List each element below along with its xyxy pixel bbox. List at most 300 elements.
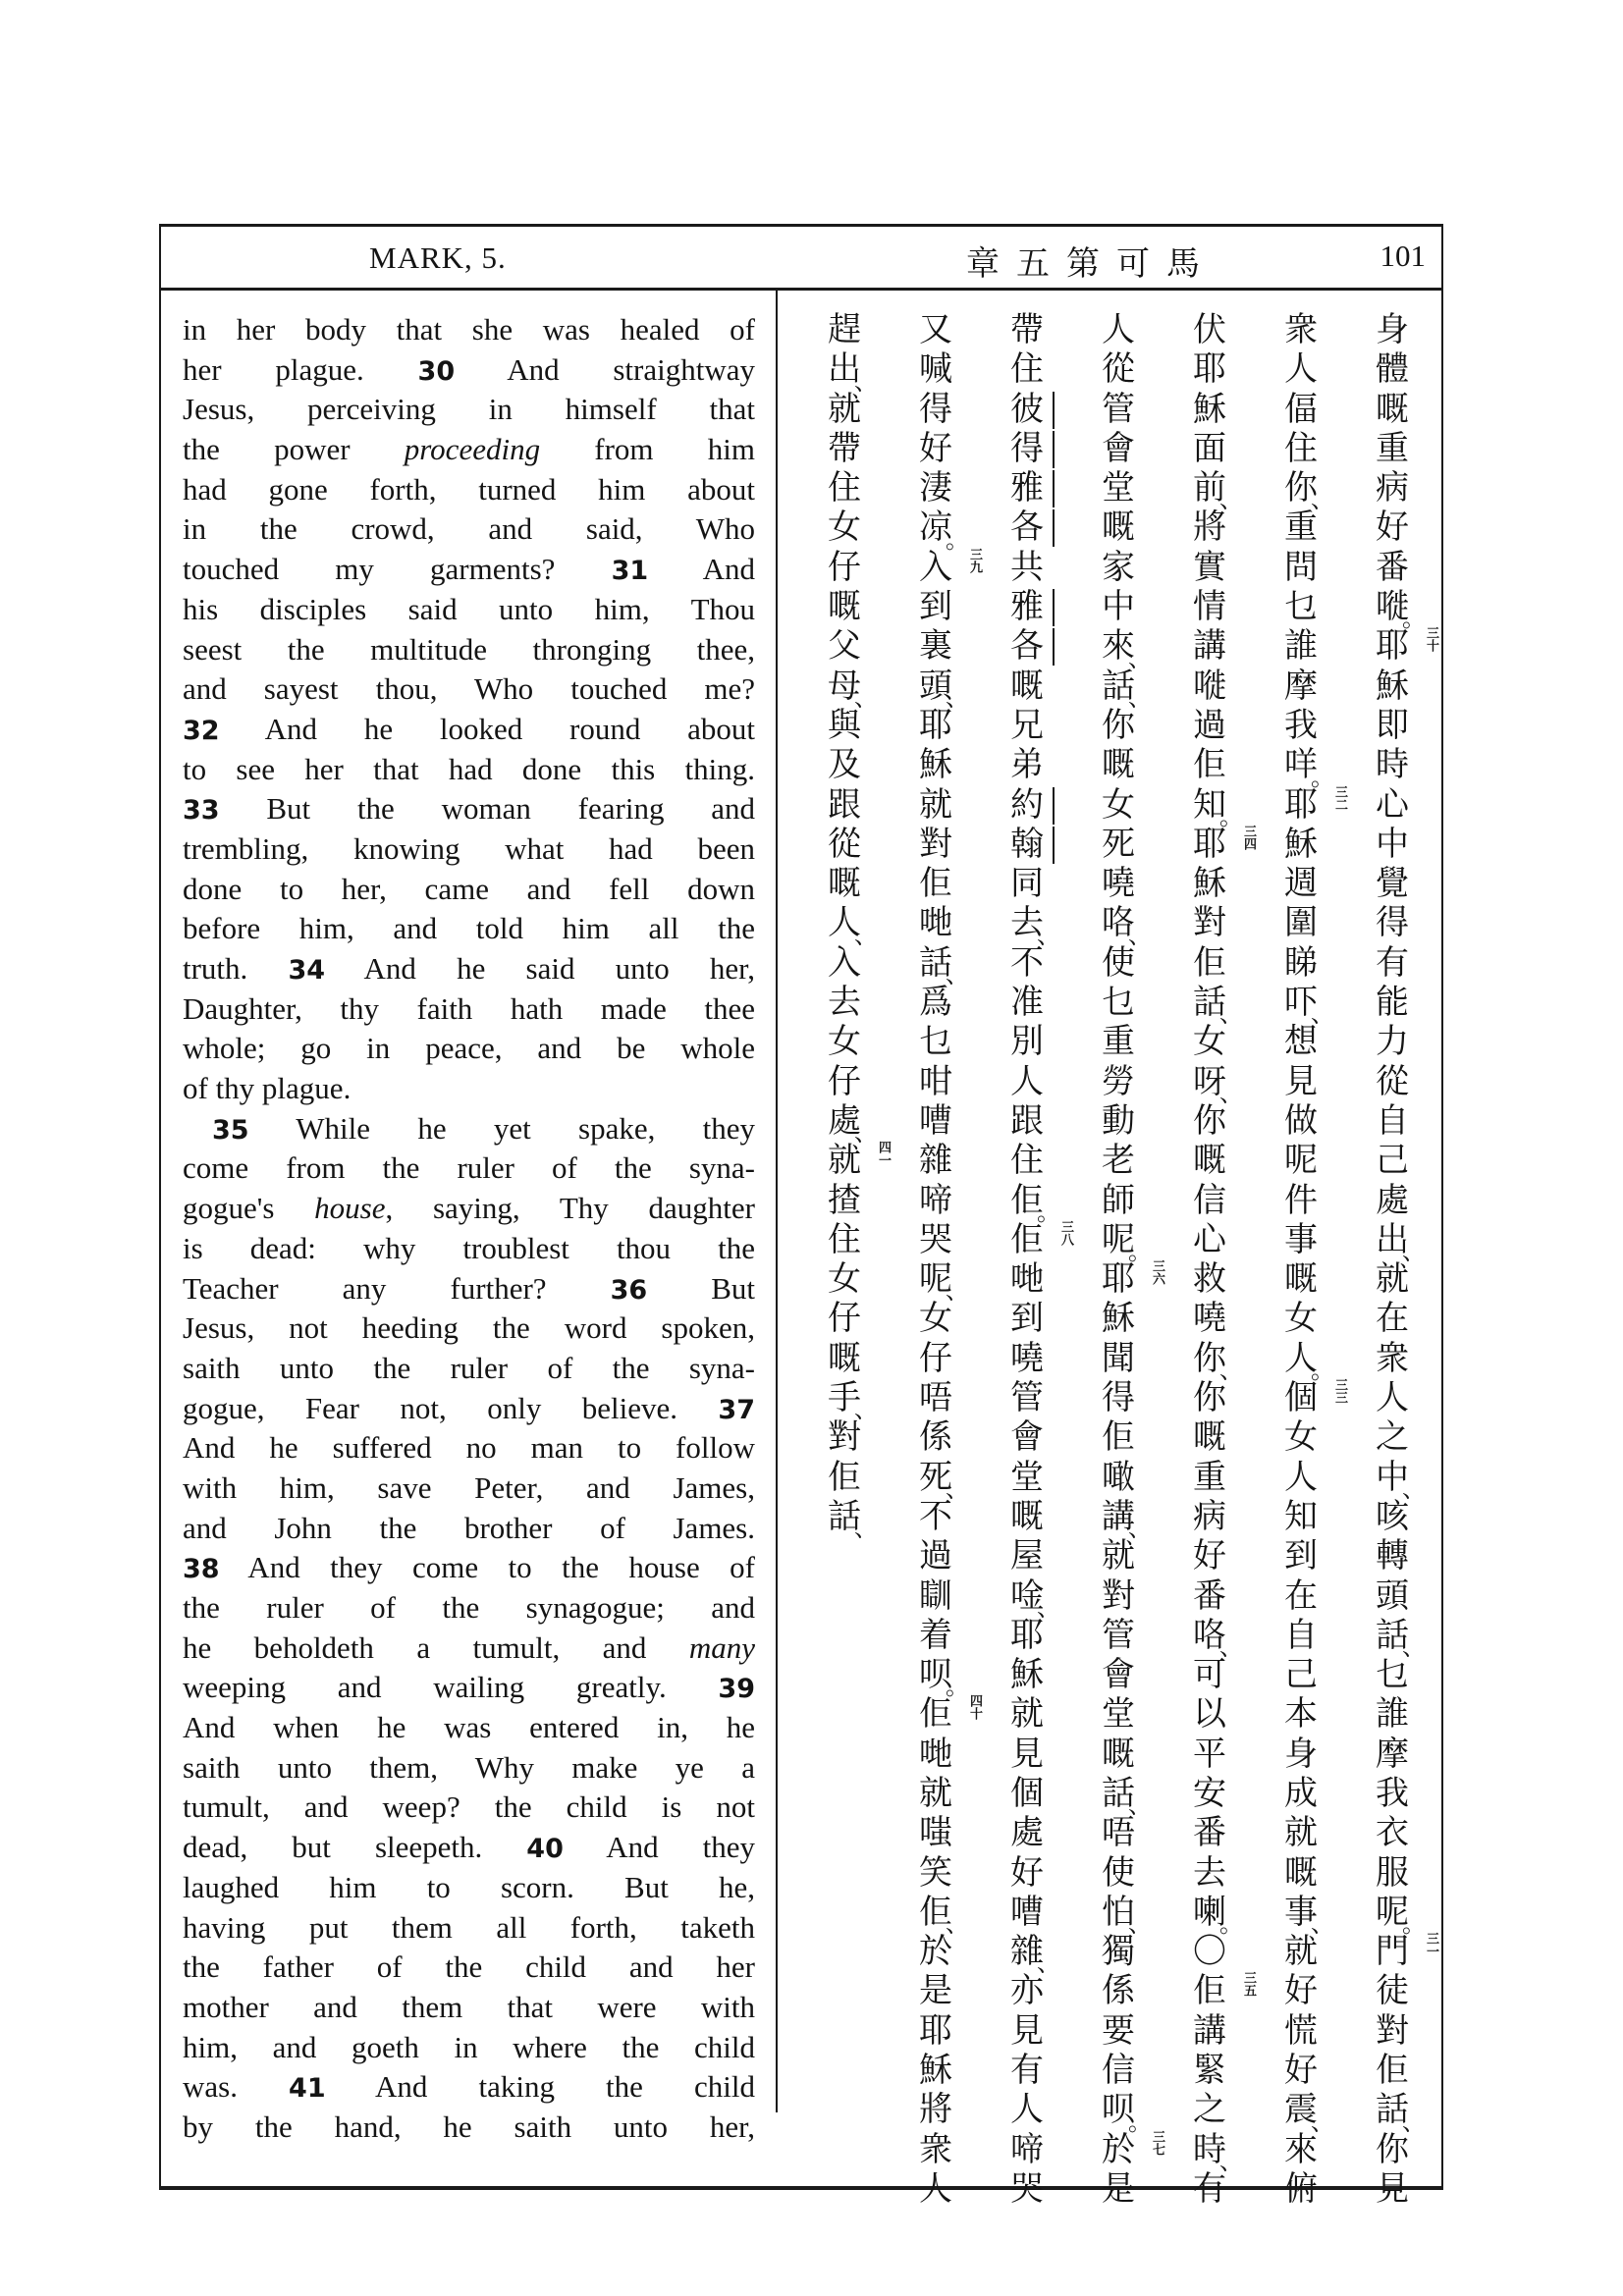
glyph: 師 — [1102, 1180, 1135, 1220]
chinese-char — [1180, 983, 1243, 1029]
glyph: 穌 — [1193, 389, 1226, 429]
glyph: 你 — [1193, 1378, 1226, 1418]
glyph: 及 — [828, 745, 861, 785]
chinese-char — [998, 706, 1056, 745]
chinese-char — [1180, 1417, 1239, 1457]
glyph: 得 — [1376, 903, 1409, 943]
chinese-char — [815, 785, 874, 825]
chinese-char — [1271, 1813, 1330, 1852]
verse-number: 30 — [417, 355, 456, 387]
glyph: 雅 — [1010, 468, 1044, 508]
glyph: 是 — [1102, 2168, 1135, 2209]
glyph: 嘥 — [1193, 666, 1226, 706]
text-run: And he looked round about — [219, 711, 755, 746]
glyph: 心 — [1376, 784, 1409, 825]
glyph: 呗 — [919, 1655, 952, 1695]
chinese-char — [906, 587, 965, 626]
chinese-char — [1089, 1141, 1148, 1180]
glyph: 就 — [1010, 1694, 1044, 1735]
glyph: 佢 — [1193, 745, 1226, 785]
chinese-char — [1180, 2169, 1239, 2209]
chinese-char — [906, 1378, 965, 1417]
glyph: 約 — [1010, 784, 1044, 825]
chinese-char — [906, 1971, 965, 2010]
running-header — [161, 227, 1441, 291]
chinese-char — [1089, 349, 1148, 389]
glyph: 去 — [1193, 1852, 1226, 1893]
glyph: 女 — [1102, 784, 1135, 825]
verse-number-chinese: 三二 — [1332, 784, 1347, 811]
glyph: 人 — [1010, 2090, 1044, 2130]
chinese-char — [1271, 1892, 1334, 1939]
text-run: , saying, Thy daughter — [385, 1191, 755, 1226]
chinese-char — [815, 1417, 874, 1457]
glyph: 仔 — [828, 1061, 861, 1101]
punctuation-mark: 、 — [854, 683, 878, 712]
chinese-char — [906, 1101, 965, 1141]
proper-name-char — [998, 429, 1056, 468]
glyph: 誰 — [1376, 1694, 1409, 1735]
text-run: with him, save Peter, and James, — [183, 1469, 755, 1505]
verse-number: 41 — [289, 2073, 326, 2105]
english-line — [183, 1908, 755, 1949]
glyph: 女 — [919, 1299, 952, 1339]
glyph: 對 — [1376, 2010, 1409, 2051]
chinese-char — [906, 1457, 969, 1503]
glyph: 話 — [1102, 666, 1135, 706]
glyph: 不 — [919, 1496, 952, 1536]
english-line — [183, 310, 755, 350]
text-run: done to her, came and fell down — [183, 871, 755, 906]
punctuation-mark: 、 — [1402, 1474, 1426, 1503]
glyph: 怕 — [1102, 1892, 1135, 1932]
chinese-char — [1271, 2090, 1334, 2136]
glyph: 事 — [1284, 1892, 1318, 1932]
glyph: 出 — [1376, 1219, 1409, 1259]
glyph: 耶 — [919, 705, 952, 745]
text-run: having put them all forth, taketh — [183, 1909, 755, 1945]
glyph: 講 — [1102, 1496, 1135, 1536]
glyph: 慌 — [1284, 2010, 1318, 2051]
glyph: 咁 — [919, 1061, 952, 1101]
glyph: 就 — [1102, 1536, 1135, 1576]
glyph: 係 — [919, 1417, 952, 1458]
glyph: 俯 — [1284, 2168, 1318, 2209]
glyph: 信 — [1102, 2051, 1135, 2091]
punctuation-mark: 、 — [946, 1277, 969, 1306]
glyph: 嘈 — [1010, 1892, 1044, 1932]
glyph: 嘅 — [828, 587, 861, 627]
glyph: 〇 — [1193, 1932, 1226, 1972]
chinese-char — [1363, 548, 1422, 587]
glyph: 哭 — [1010, 2168, 1044, 2209]
glyph: 件 — [1284, 1180, 1318, 1220]
chinese-char — [1089, 1813, 1148, 1852]
glyph: 唔 — [919, 1378, 952, 1418]
glyph: 穌 — [1102, 1299, 1135, 1339]
text-run: And — [648, 552, 755, 587]
punctuation-mark: 、 — [1219, 1633, 1243, 1662]
english-line — [183, 1389, 755, 1429]
punctuation-mark: 。 — [946, 525, 969, 554]
glyph: 人 — [1102, 310, 1135, 349]
chinese-text-area — [789, 310, 1438, 2209]
chinese-char — [1180, 1615, 1243, 1662]
glyph: 佢 — [1102, 1417, 1135, 1458]
chinese-char — [1363, 1219, 1426, 1266]
chinese-char — [815, 1181, 874, 1220]
glyph: 亦 — [1010, 1971, 1044, 2011]
glyph: 病 — [1376, 468, 1409, 508]
text-run: whole; go in peace, and be whole — [183, 1031, 755, 1066]
chinese-char — [998, 1893, 1056, 1932]
chinese-char — [815, 587, 874, 626]
glyph: 哋 — [919, 903, 952, 943]
glyph: 死 — [1102, 824, 1135, 864]
glyph: 對 — [1102, 1575, 1135, 1616]
glyph: 是 — [919, 1971, 952, 2011]
glyph: 呢 — [1284, 1141, 1318, 1181]
punctuation-mark: 。 — [1402, 605, 1426, 633]
text-run: seest the multitude thronging thee, — [183, 631, 755, 667]
glyph: 可 — [1193, 1655, 1226, 1695]
english-line — [183, 750, 755, 790]
chinese-char — [1089, 1458, 1148, 1497]
chinese-char — [906, 1181, 965, 1220]
chinese-char — [815, 1220, 874, 1259]
text-run: And when he was entered in, he — [183, 1710, 755, 1745]
glyph: 服 — [1376, 1852, 1409, 1893]
text-run: truth. — [183, 951, 289, 986]
glyph: 話 — [1102, 1773, 1135, 1813]
chinese-char — [998, 1417, 1056, 1457]
verse-number: 32 — [183, 715, 220, 746]
english-line — [183, 1588, 755, 1629]
chinese-char — [1180, 2051, 1239, 2090]
chinese-char — [1089, 1062, 1148, 1101]
chinese-char — [906, 1774, 965, 1813]
glyph: 從 — [1102, 349, 1135, 390]
chinese-char — [906, 1299, 965, 1338]
glyph: 聞 — [1102, 1338, 1135, 1378]
chinese-char — [998, 983, 1056, 1022]
chinese-char — [1271, 2051, 1330, 2090]
chinese-char — [906, 1616, 965, 1655]
chinese-char — [1363, 1497, 1422, 1536]
glyph: 住 — [1010, 349, 1044, 390]
punctuation-mark: 、 — [1128, 1515, 1152, 1543]
chinese-char — [1271, 468, 1334, 514]
chinese-char — [1363, 587, 1426, 633]
chinese-char — [998, 1339, 1056, 1378]
chinese-char — [815, 1141, 891, 1181]
glyph: 別 — [1010, 1022, 1044, 1062]
punctuation-mark: 、 — [1219, 486, 1243, 514]
chinese-char — [998, 1219, 1073, 1259]
glyph: 身 — [1284, 1734, 1318, 1774]
chinese-char — [1089, 1259, 1164, 1300]
glyph: 你 — [1284, 468, 1318, 508]
chinese-char — [1180, 1655, 1239, 1694]
chinese-char — [1363, 2090, 1426, 2136]
chinese-column — [998, 310, 1073, 2209]
english-line — [183, 1349, 755, 1389]
chinese-char — [906, 1853, 965, 1893]
chinese-char — [1363, 745, 1422, 784]
glyph: 穌 — [919, 745, 952, 785]
verse-number: 38 — [183, 1554, 220, 1585]
chinese-char — [1180, 1299, 1239, 1338]
glyph: 對 — [919, 824, 952, 864]
glyph: 有 — [1010, 2051, 1044, 2091]
chinese-char — [1363, 349, 1422, 389]
glyph: 喇 — [1193, 1892, 1226, 1932]
chinese-char — [1363, 2169, 1422, 2209]
glyph: 嗤 — [919, 1813, 952, 1853]
english-line — [183, 390, 755, 430]
verse-number-chinese: 三六 — [1150, 1259, 1164, 1286]
chinese-char — [1271, 1259, 1330, 1299]
chinese-char — [1180, 1458, 1239, 1497]
chinese-char — [1271, 1062, 1330, 1101]
text-run: And taking the child — [325, 2069, 755, 2105]
text-run: by the hand, he saith unto her, — [183, 2109, 755, 2144]
chinese-char — [1363, 1417, 1422, 1457]
verse-number-chinese: 三十 — [1424, 626, 1438, 653]
glyph: 凉 — [919, 507, 952, 548]
glyph: 徒 — [1376, 1971, 1409, 2011]
glyph: 就 — [919, 1773, 952, 1813]
chinese-char — [1180, 1220, 1239, 1259]
chinese-char — [1363, 1022, 1422, 1061]
punctuation-mark: 。 — [1402, 1910, 1426, 1939]
glyph: 頭 — [1376, 1575, 1409, 1616]
chinese-char — [815, 1100, 878, 1148]
text-run: But — [647, 1270, 755, 1306]
glyph: 信 — [1193, 1180, 1226, 1220]
chinese-char — [1363, 1694, 1422, 1734]
verse-number: 35 — [212, 1114, 249, 1146]
chinese-char — [1271, 507, 1330, 547]
chinese-char — [906, 2011, 965, 2051]
glyph: 雜 — [919, 1141, 952, 1181]
text-run: had gone forth, turned him about — [183, 471, 755, 507]
glyph: 跟 — [1010, 1100, 1044, 1141]
glyph: 弟 — [1010, 745, 1044, 785]
glyph: 女 — [828, 1022, 861, 1062]
chinese-char — [906, 706, 965, 745]
chinese-char — [1271, 2169, 1330, 2209]
glyph: 自 — [1376, 1100, 1409, 1141]
chinese-char — [1363, 2011, 1422, 2051]
chinese-char — [1180, 2129, 1243, 2175]
chinese-char — [1271, 349, 1330, 389]
chinese-char — [906, 1022, 965, 1061]
proper-name-char — [998, 825, 1056, 864]
english-line — [183, 590, 755, 630]
text-run: is dead: why troublest thou the — [183, 1230, 755, 1265]
english-line — [183, 1988, 755, 2028]
chinese-column — [1271, 310, 1347, 2209]
glyph: 會 — [1010, 1417, 1044, 1458]
chinese-char — [1363, 1971, 1422, 2010]
chinese-char — [998, 2169, 1056, 2209]
chinese-char — [1089, 1181, 1148, 1220]
chinese-char — [1363, 1576, 1422, 1616]
verse-number-chinese: 三七 — [1150, 2129, 1164, 2156]
chinese-char — [1180, 1061, 1243, 1107]
chinese-char — [815, 390, 874, 429]
glyph: 人 — [919, 2168, 952, 2209]
chinese-char — [906, 745, 965, 784]
glyph: 講 — [1193, 626, 1226, 667]
glyph: 就 — [1284, 1932, 1318, 1972]
glyph: 帶 — [828, 428, 861, 468]
chinese-char — [1271, 1971, 1330, 2010]
chinese-char — [1363, 785, 1422, 825]
chinese-char — [1180, 1735, 1239, 1774]
glyph: 伏 — [1193, 310, 1226, 349]
chinese-char — [815, 943, 874, 983]
chinese-char — [998, 1971, 1056, 2010]
glyph: 入 — [919, 547, 952, 587]
english-line — [183, 2028, 755, 2068]
punctuation-mark: 、 — [1128, 921, 1152, 949]
english-line — [183, 1269, 755, 1309]
glyph: 嘅 — [1102, 1734, 1135, 1774]
glyph: 人 — [828, 903, 861, 943]
english-line — [183, 1428, 755, 1468]
english-line — [183, 1468, 755, 1509]
chinese-char — [1363, 1892, 1426, 1939]
chinese-char — [906, 1576, 965, 1616]
glyph: 重 — [1102, 1022, 1135, 1062]
english-line — [183, 1828, 755, 1868]
glyph: 圍 — [1284, 903, 1318, 943]
chinese-char — [1271, 667, 1330, 706]
english-line — [183, 949, 755, 989]
glyph: 好 — [1284, 1971, 1318, 2011]
chinese-char — [1271, 1616, 1330, 1655]
proper-name-char — [998, 626, 1056, 666]
punctuation-mark: 、 — [1219, 1079, 1243, 1107]
chinese-char — [1089, 2090, 1152, 2136]
glyph: 好 — [1284, 2051, 1318, 2091]
glyph: 咳 — [1376, 1496, 1409, 1536]
text-run: Daughter, thy faith hath made thee — [183, 990, 755, 1026]
glyph: 啼 — [919, 1180, 952, 1220]
glyph: 咯 — [1193, 1615, 1226, 1655]
glyph: 穌 — [1284, 824, 1318, 864]
english-line — [183, 509, 755, 550]
glyph: 要 — [1102, 2010, 1135, 2051]
chinese-char — [1089, 1496, 1152, 1543]
verse-number-chinese: 三八 — [1058, 1219, 1073, 1246]
glyph: 瞓 — [919, 1575, 952, 1616]
glyph: 將 — [1193, 507, 1226, 548]
glyph: 住 — [828, 468, 861, 508]
chinese-char — [998, 1932, 1060, 1978]
text-run: his disciples said unto him, Thou — [183, 591, 755, 626]
text-run: saith unto them, Why make ye a — [183, 1749, 755, 1785]
chinese-char — [998, 1694, 1056, 1734]
glyph: 跟 — [828, 784, 861, 825]
chinese-char — [1180, 310, 1239, 349]
chinese-char — [815, 745, 874, 784]
verse-number-chinese: 四十 — [967, 1694, 982, 1721]
punctuation-mark: 、 — [1311, 1000, 1334, 1029]
header-book-english: MARK, 5. — [369, 240, 507, 275]
proper-name-char — [998, 468, 1056, 507]
glyph: 自 — [1284, 1615, 1318, 1655]
proper-name-char — [998, 785, 1056, 825]
chinese-char — [998, 1735, 1056, 1774]
glyph: 哋 — [1010, 1259, 1044, 1300]
chinese-char — [1271, 626, 1330, 666]
text-run: gogue's — [183, 1191, 315, 1226]
chinese-char — [1271, 1022, 1330, 1061]
glyph: 得 — [919, 389, 952, 429]
glyph: 嘵 — [1010, 1338, 1044, 1378]
chinese-char — [998, 2011, 1056, 2051]
chinese-char — [1363, 1655, 1422, 1694]
punctuation-mark: 。 — [946, 1673, 969, 1701]
glyph: 乜 — [919, 1022, 952, 1062]
glyph: 老 — [1102, 1141, 1135, 1181]
glyph: 我 — [1284, 705, 1318, 745]
punctuation-mark: 、 — [1219, 2147, 1243, 2175]
chinese-char — [1363, 1457, 1426, 1503]
chinese-char — [1271, 1141, 1330, 1180]
punctuation-mark: 、 — [946, 1910, 969, 1939]
glyph: 與 — [828, 705, 861, 745]
chinese-char — [906, 429, 965, 468]
chinese-char — [998, 745, 1056, 784]
chinese-char — [1089, 1378, 1148, 1417]
glyph: 乜 — [1102, 983, 1135, 1023]
chinese-char — [1363, 1813, 1422, 1852]
english-line — [183, 550, 755, 590]
chinese-char — [1271, 1458, 1330, 1497]
chinese-char — [815, 1022, 874, 1061]
glyph: 個 — [1284, 1378, 1318, 1418]
chinese-char — [1089, 1536, 1148, 1575]
glyph: 過 — [1193, 705, 1226, 745]
glyph: 穌 — [1376, 666, 1409, 706]
chinese-char — [815, 983, 874, 1022]
chinese-char — [998, 864, 1056, 903]
glyph: 身 — [1376, 310, 1409, 349]
chinese-char — [1271, 1101, 1330, 1141]
chinese-char — [998, 548, 1056, 587]
chinese-char — [1089, 1219, 1152, 1266]
chinese-char — [1363, 310, 1422, 349]
glyph: 知 — [1193, 784, 1226, 825]
chinese-char — [1089, 1853, 1148, 1893]
glyph: 人 — [1376, 1378, 1409, 1418]
glyph: 仔 — [919, 1338, 952, 1378]
chinese-char — [1271, 943, 1330, 983]
glyph: 問 — [1284, 547, 1318, 587]
text-run: dead, but sleepeth. — [183, 1830, 527, 1865]
chinese-char — [1271, 429, 1330, 468]
glyph: 穌 — [1193, 864, 1226, 904]
glyph: 將 — [919, 2090, 952, 2130]
glyph: 嘵 — [1102, 864, 1135, 904]
english-line — [183, 350, 755, 391]
glyph: 本 — [1284, 1694, 1318, 1735]
glyph: 頭 — [919, 666, 952, 706]
